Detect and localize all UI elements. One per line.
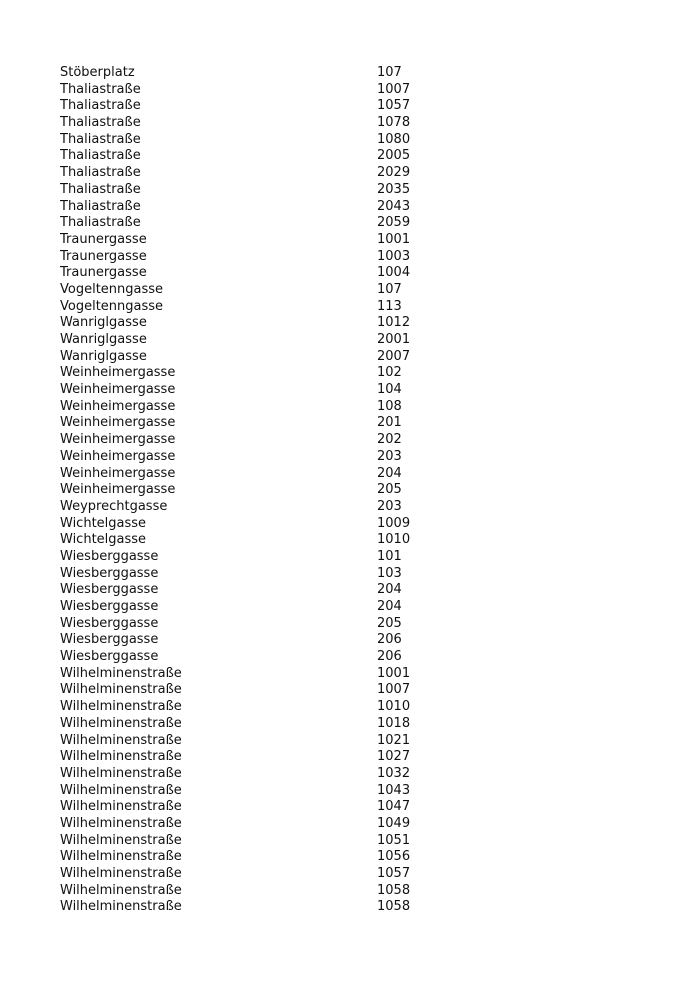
table-row [60,315,480,332]
street-name: Wilhelminenstraße [60,882,182,898]
house-number: 1010 [377,532,411,548]
table-row [60,115,480,132]
street-name: Traunergasse [60,265,147,281]
table-row [60,866,480,883]
house-number: 1021 [377,732,411,748]
table-row [60,899,480,916]
table-row [60,682,480,699]
table-row [60,282,480,299]
house-number: 204 [377,599,402,614]
table-row [60,432,480,449]
house-number: 1012 [377,315,411,331]
house-number: 2035 [377,181,411,197]
house-number: 1001 [377,665,411,681]
street-name: Thaliastraße [60,81,141,97]
street-name: Wilhelminenstraße [60,682,182,698]
table-row [60,249,480,266]
table-row [60,532,480,549]
house-number: 1003 [377,248,411,264]
table-row [60,699,480,716]
house-number: 1078 [377,115,411,131]
table-row [60,733,480,750]
table-row [60,449,480,466]
table-row [60,415,480,432]
street-name: Traunergasse [60,248,147,264]
table-row [60,349,480,366]
house-number: 206 [377,632,402,648]
street-name: Wiesberggasse [60,649,159,665]
street-name: Wilhelminenstraße [60,782,182,798]
street-name: Wilhelminenstraße [60,715,182,731]
table-row [60,783,480,800]
table-row [60,98,480,115]
table-row [60,182,480,199]
house-number: 2043 [377,198,411,214]
table-row [60,132,480,149]
house-number: 1004 [377,265,411,281]
table-row [60,232,480,249]
street-name: Wanriglgasse [60,348,147,364]
house-number: 1057 [377,866,411,881]
table-row [60,265,480,282]
house-number: 1057 [377,98,411,114]
house-number: 1080 [377,131,411,147]
table-row [60,482,480,499]
table-row [60,165,480,182]
house-number: 2001 [377,332,411,347]
house-number: 107 [377,281,402,297]
table-row [60,833,480,850]
house-number: 204 [377,465,402,481]
street-name: Wilhelminenstraße [60,815,182,831]
table-row [60,566,480,583]
house-number: 1027 [377,749,411,765]
house-number: 2005 [377,148,411,164]
table-row [60,666,480,683]
table-row [60,299,480,316]
table-row [60,399,480,416]
street-name: Wilhelminenstraße [60,699,182,715]
street-name: Thaliastraße [60,98,141,114]
house-number: 202 [377,432,402,448]
house-number: 1058 [377,882,411,898]
table-row [60,148,480,165]
street-name: Wiesberggasse [60,565,159,581]
street-name: Wiesberggasse [60,582,159,598]
house-number: 2007 [377,348,411,364]
street-name: Weyprechtgasse [60,498,168,514]
house-number: 1051 [377,832,411,848]
table-row [60,649,480,666]
table-row [60,499,480,516]
street-name: Weinheimergasse [60,365,176,381]
house-number: 103 [377,565,402,581]
address-table [60,65,480,916]
table-row [60,382,480,399]
street-name: Traunergasse [60,231,147,247]
table-row [60,365,480,382]
table-row [60,549,480,566]
street-name: Wilhelminenstraße [60,849,182,865]
street-name: Wiesberggasse [60,615,159,631]
house-number: 101 [377,548,402,564]
house-number: 1032 [377,765,411,781]
table-row [60,215,480,232]
street-name: Wiesberggasse [60,632,159,648]
table-row [60,466,480,483]
street-name: Wilhelminenstraße [60,899,182,915]
table-row [60,616,480,633]
street-name: Weinheimergasse [60,465,176,481]
table-row [60,82,480,99]
street-name: Weinheimergasse [60,398,176,414]
house-number: 1056 [377,849,411,865]
house-number: 1043 [377,782,411,798]
street-name: Wilhelminenstraße [60,866,182,881]
house-number: 107 [377,65,402,80]
table-row [60,582,480,599]
house-number: 1049 [377,815,411,831]
street-name: Wilhelminenstraße [60,832,182,848]
table-row [60,632,480,649]
house-number: 1047 [377,799,411,815]
street-name: Wanriglgasse [60,315,147,331]
table-row [60,849,480,866]
street-name: Thaliastraße [60,198,141,214]
street-name: Wanriglgasse [60,332,147,347]
street-name: Wichtelgasse [60,515,147,531]
street-name: Stöberplatz [60,65,135,80]
table-row [60,766,480,783]
street-name: Weinheimergasse [60,432,176,448]
street-name: Thaliastraße [60,148,141,164]
street-name: Thaliastraße [60,115,141,131]
street-name: Wilhelminenstraße [60,765,182,781]
street-name: Wilhelminenstraße [60,732,182,748]
house-number: 203 [377,498,402,514]
house-number: 205 [377,482,402,498]
street-name: Wilhelminenstraße [60,799,182,815]
house-number: 204 [377,582,402,598]
house-number: 201 [377,415,402,431]
table-row [60,599,480,616]
house-number: 1058 [377,899,411,915]
street-name: Vogeltenngasse [60,281,164,297]
house-number: 206 [377,649,402,665]
table-row [60,716,480,733]
street-name: Weinheimergasse [60,415,176,431]
house-number: 102 [377,365,402,381]
street-name: Weinheimergasse [60,382,176,398]
street-name: Weinheimergasse [60,482,176,498]
street-name: Wilhelminenstraße [60,665,182,681]
table-row [60,749,480,766]
house-number: 1007 [377,81,411,97]
table-row [60,65,480,82]
street-name: Thaliastraße [60,181,141,197]
table-row [60,199,480,216]
table-row [60,799,480,816]
house-number: 104 [377,382,402,398]
table-row [60,816,480,833]
street-name: Wichtelgasse [60,532,147,548]
street-name: Wiesberggasse [60,599,159,614]
street-name: Vogeltenngasse [60,298,164,314]
house-number: 113 [377,298,402,314]
house-number: 108 [377,398,402,414]
table-row [60,883,480,900]
house-number: 1007 [377,682,411,698]
table-row [60,332,480,349]
street-name: Weinheimergasse [60,448,176,464]
house-number: 205 [377,615,402,631]
house-number: 1018 [377,715,411,731]
house-number: 2029 [377,165,411,181]
house-number: 203 [377,448,402,464]
table-row [60,516,480,533]
street-name: Wiesberggasse [60,548,159,564]
street-name: Thaliastraße [60,215,141,231]
street-name: Thaliastraße [60,165,141,181]
street-name: Thaliastraße [60,131,141,147]
house-number: 1001 [377,231,411,247]
house-number: 2059 [377,215,411,231]
house-number: 1010 [377,699,411,715]
street-name: Wilhelminenstraße [60,749,182,765]
house-number: 1009 [377,515,411,531]
